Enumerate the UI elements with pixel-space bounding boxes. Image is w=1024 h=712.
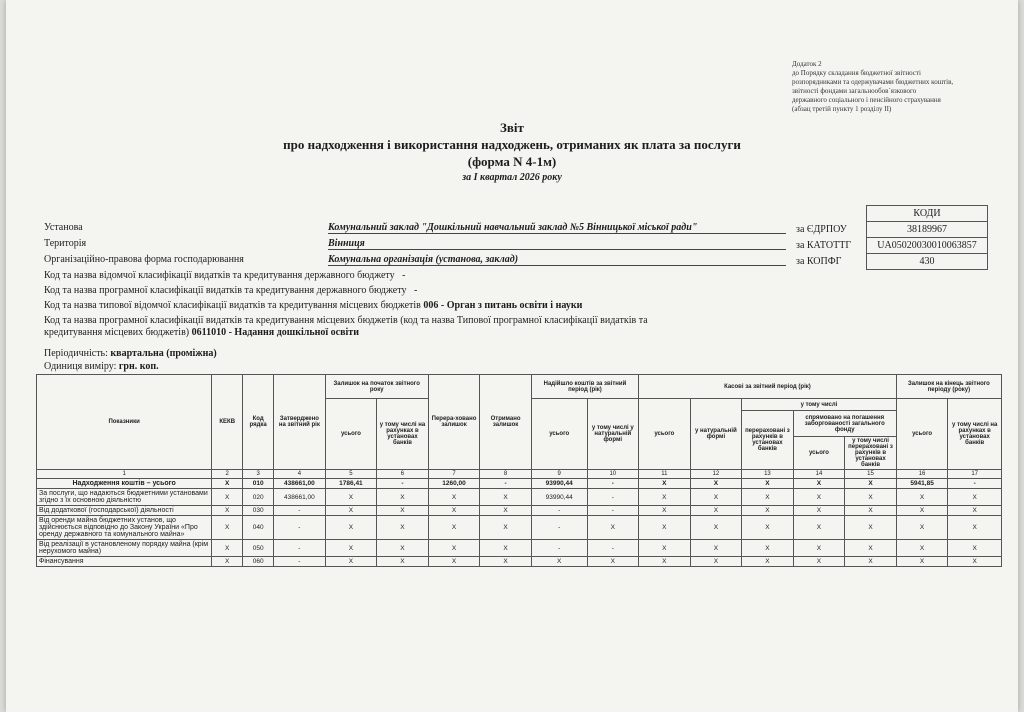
- table-cell: X: [896, 516, 948, 540]
- appendix-line: державного соціального і пенсійного страхування: [792, 96, 941, 104]
- line-value: 006 - Орган з питань освіти і науки: [423, 300, 583, 311]
- table-cell: X: [325, 506, 377, 516]
- table-cell: X: [377, 557, 429, 567]
- table-cell: 93990,44: [531, 479, 587, 489]
- table-cell: X: [690, 489, 742, 506]
- table-cell: X: [845, 516, 897, 540]
- column-number: 15: [845, 470, 897, 479]
- table-cell: X: [639, 479, 691, 489]
- periodicity-label: Періодичність:: [44, 348, 108, 359]
- table-cell: X: [325, 516, 377, 540]
- table-cell: X: [428, 489, 480, 506]
- h-start: Залишок на початок звітного року: [325, 375, 428, 399]
- report-sheet: [6, 0, 1018, 712]
- table-cell: 060: [243, 557, 274, 567]
- h-start-bank: у тому числі на рахунках в установах банків: [377, 399, 429, 470]
- column-number: 17: [948, 470, 1002, 479]
- h-indicator: Показники: [37, 375, 212, 470]
- table-cell: X: [845, 479, 897, 489]
- periodicity: [44, 348, 217, 359]
- row-name: За послуги, що надаються бюджетними установами згідно з їх основною діяльністю: [37, 489, 212, 506]
- katottg-label: за КАТОТТГ: [796, 240, 852, 251]
- row-name: Надходження коштів – усього: [37, 479, 212, 489]
- table-cell: X: [845, 557, 897, 567]
- table-cell: 040: [243, 516, 274, 540]
- column-number: 10: [587, 470, 639, 479]
- table-cell: X: [377, 489, 429, 506]
- table-cell: X: [742, 489, 794, 506]
- report-form: (форма N 4-1м): [467, 154, 557, 169]
- column-number: 3: [243, 470, 274, 479]
- table-cell: X: [639, 516, 691, 540]
- table-cell: X: [845, 489, 897, 506]
- table-cell: X: [742, 479, 794, 489]
- table-cell: -: [948, 479, 1002, 489]
- table-row: [37, 516, 1002, 540]
- table-row: [37, 557, 1002, 567]
- table-cell: X: [639, 489, 691, 506]
- table-cell: X: [480, 540, 532, 557]
- table-cell: X: [212, 479, 243, 489]
- codes-table: [866, 205, 988, 270]
- table-cell: -: [587, 479, 639, 489]
- h-income-natural: у тому числі у натуральній формі: [587, 399, 639, 470]
- appendix-line: до Порядку складання бюджетної звітності: [792, 69, 921, 77]
- periodicity-value: квартальна (проміжна): [110, 348, 217, 359]
- appendix-line: Додаток 2: [792, 60, 822, 68]
- table-cell: -: [531, 516, 587, 540]
- column-number: 12: [690, 470, 742, 479]
- line-value: -: [413, 285, 418, 296]
- h-cash-natural: у натуральній формі: [690, 399, 742, 470]
- report-table: [36, 374, 1002, 567]
- table-cell: X: [587, 557, 639, 567]
- h-sent-total: усього: [793, 437, 845, 470]
- table-cell: 050: [243, 540, 274, 557]
- table-cell: X: [845, 540, 897, 557]
- table-cell: X: [690, 516, 742, 540]
- table-cell: X: [690, 506, 742, 516]
- table-cell: 030: [243, 506, 274, 516]
- h-cash: Касові за звітний період (рік): [639, 375, 897, 399]
- column-number: 6: [377, 470, 429, 479]
- table-row: [37, 489, 1002, 506]
- appendix-line: звітності фондами загальнообов`язкового: [792, 87, 917, 95]
- table-cell: X: [948, 557, 1002, 567]
- table-cell: 1260,00: [428, 479, 480, 489]
- table-row: [37, 506, 1002, 516]
- h-end: Залишок на кінець звітного періоду (року): [896, 375, 1001, 399]
- classification-line-2: [44, 285, 417, 296]
- appendix-line: розпорядниками та одержувачами бюджетних коштів,: [792, 78, 954, 86]
- table-cell: X: [690, 540, 742, 557]
- table-cell: X: [896, 557, 948, 567]
- table-cell: X: [325, 557, 377, 567]
- column-number: 2: [212, 470, 243, 479]
- table-cell: X: [948, 489, 1002, 506]
- report-period: за I квартал 2026 року: [462, 172, 562, 183]
- classification-line-1: [44, 270, 406, 281]
- codes-header: КОДИ: [867, 206, 988, 222]
- legal-form-value: Комунальна організація (установа, заклад): [328, 254, 786, 266]
- line-text: Код та назва типової відомчої класифікації видатків та кредитування місцевих бюджетів: [44, 300, 421, 311]
- table-cell: -: [274, 506, 326, 516]
- table-cell: X: [480, 506, 532, 516]
- row-name: Фінансування: [37, 557, 212, 567]
- table-cell: -: [274, 540, 326, 557]
- classification-line-4a: Код та назва програмної класифікації видатків та кредитування місцевих бюджетів (код та назва Типової програмної класифікації видатків та: [44, 315, 648, 326]
- table-cell: -: [587, 506, 639, 516]
- table-cell: -: [377, 479, 429, 489]
- row-name: Від оренди майна бюджетних установ, що здійснюється відповідно до Закону України «Про оренду державного та комунального майна»: [37, 516, 212, 540]
- h-end-bank: у тому числі на рахунках в установах банків: [948, 399, 1002, 470]
- table-cell: X: [377, 506, 429, 516]
- table-cell: X: [742, 557, 794, 567]
- column-number: 8: [480, 470, 532, 479]
- table-cell: X: [793, 516, 845, 540]
- table-cell: X: [948, 506, 1002, 516]
- table-cell: -: [587, 489, 639, 506]
- table-cell: X: [793, 489, 845, 506]
- column-number: 4: [274, 470, 326, 479]
- table-cell: 1786,41: [325, 479, 377, 489]
- table-cell: X: [896, 540, 948, 557]
- table-cell: X: [480, 516, 532, 540]
- h-income: Надійшло коштів за звітний період (рік): [531, 375, 638, 399]
- table-cell: 020: [243, 489, 274, 506]
- table-cell: -: [480, 479, 532, 489]
- table-cell: X: [896, 506, 948, 516]
- table-row: [37, 479, 1002, 489]
- line-value: -: [402, 270, 406, 281]
- classification-line-3: [44, 300, 582, 311]
- table-cell: X: [690, 557, 742, 567]
- table-cell: -: [531, 540, 587, 557]
- territory-value: Вінниця: [328, 238, 786, 250]
- table-cell: X: [377, 516, 429, 540]
- line-text: кредитування місцевих бюджетів): [44, 327, 190, 338]
- line-text: Код та назва програмної класифікації видатків та кредитування державного бюджету: [44, 285, 407, 296]
- line-value: 0611010 - Надання дошкільної освіти: [191, 327, 359, 338]
- table-cell: X: [212, 557, 243, 567]
- h-income-total: усього: [531, 399, 587, 470]
- table-cell: X: [531, 557, 587, 567]
- h-code: Код рядка: [243, 375, 274, 470]
- edrpou-label: за ЄДРПОУ: [796, 224, 847, 235]
- h-cash-total: усього: [639, 399, 691, 470]
- table-cell: -: [274, 516, 326, 540]
- table-cell: X: [212, 506, 243, 516]
- column-number: 7: [428, 470, 480, 479]
- report-subtitle: про надходження і використання надходжень, отриманих як плата за послуги: [283, 137, 741, 152]
- h-transferred: Перера-ховано залишок: [428, 375, 480, 470]
- table-cell: 93990,44: [531, 489, 587, 506]
- table-cell: 5941,85: [896, 479, 948, 489]
- column-number: 13: [742, 470, 794, 479]
- h-kekv: КЕКВ: [212, 375, 243, 470]
- table-cell: X: [793, 479, 845, 489]
- table-cell: X: [948, 516, 1002, 540]
- unit-label: Одиниця виміру:: [44, 361, 117, 372]
- table-cell: X: [325, 540, 377, 557]
- table-cell: 010: [243, 479, 274, 489]
- line-text: Код та назва відомчої класифікації видатків та кредитування державного бюджету: [44, 270, 395, 281]
- table-row: [37, 540, 1002, 557]
- table-cell: 438661,00: [274, 479, 326, 489]
- unit-value: грн. коп.: [118, 361, 159, 372]
- table-cell: X: [377, 540, 429, 557]
- table-cell: X: [428, 540, 480, 557]
- column-number: 5: [325, 470, 377, 479]
- classification-line-4b: [44, 327, 359, 338]
- table-cell: X: [480, 557, 532, 567]
- row-name: Від додаткової (господарської) діяльності: [37, 506, 212, 516]
- table-cell: X: [690, 479, 742, 489]
- column-number: 9: [531, 470, 587, 479]
- column-numbers-row: [37, 470, 1002, 479]
- kopfg-value: 430: [867, 254, 988, 270]
- table-cell: X: [428, 516, 480, 540]
- table-cell: X: [639, 506, 691, 516]
- table-cell: X: [212, 516, 243, 540]
- h-incl: у тому числі: [742, 399, 897, 411]
- appendix-line: (абзац третій пункту 1 розділу II): [792, 105, 892, 113]
- column-number: 16: [896, 470, 948, 479]
- h-sent-bank: у тому числі перераховані з рахунків в установах банків: [845, 437, 897, 470]
- table-cell: X: [428, 557, 480, 567]
- table-cell: X: [587, 516, 639, 540]
- table-cell: 438661,00: [274, 489, 326, 506]
- legal-form-label: Організаційно-правова форма господарювання: [44, 254, 244, 265]
- h-received-rem: Отримано залишок: [480, 375, 532, 470]
- table-cell: X: [793, 540, 845, 557]
- h-sent: спрямовано на погашення заборгованості загального фонду: [793, 411, 896, 437]
- h-start-total: усього: [325, 399, 377, 470]
- table-cell: X: [742, 516, 794, 540]
- table-cell: -: [587, 540, 639, 557]
- table-cell: X: [480, 489, 532, 506]
- table-cell: X: [793, 506, 845, 516]
- table-cell: X: [948, 540, 1002, 557]
- table-cell: X: [845, 506, 897, 516]
- table-cell: X: [428, 506, 480, 516]
- territory-label: Територія: [44, 238, 87, 249]
- unit: [44, 361, 159, 372]
- table-cell: -: [274, 557, 326, 567]
- report-title: Звіт: [500, 120, 524, 135]
- h-end-total: усього: [896, 399, 948, 470]
- institution-value: Комунальний заклад "Дошкільний навчальний заклад №5 Вінницької міської ради": [328, 222, 786, 234]
- h-transferred-bank: перераховані з рахунків в установах банків: [742, 411, 794, 470]
- appendix-note: [792, 60, 953, 114]
- table-cell: X: [212, 540, 243, 557]
- table-cell: X: [896, 489, 948, 506]
- table-cell: X: [793, 557, 845, 567]
- table-cell: X: [325, 489, 377, 506]
- column-number: 1: [37, 470, 212, 479]
- table-cell: -: [531, 506, 587, 516]
- institution-label: Установа: [44, 222, 83, 233]
- h-approved: Затверджено на звітний рік: [274, 375, 326, 470]
- table-cell: X: [639, 540, 691, 557]
- column-number: 14: [793, 470, 845, 479]
- column-number: 11: [639, 470, 691, 479]
- row-name: Від реалізації в установленому порядку майна (крім нерухомого майна): [37, 540, 212, 557]
- katottg-value: UA05020030010063857: [867, 238, 988, 254]
- table-cell: X: [639, 557, 691, 567]
- kopfg-label: за КОПФГ: [796, 256, 842, 267]
- edrpou-value: 38189967: [867, 222, 988, 238]
- table-cell: X: [742, 540, 794, 557]
- table-cell: X: [742, 506, 794, 516]
- table-cell: X: [212, 489, 243, 506]
